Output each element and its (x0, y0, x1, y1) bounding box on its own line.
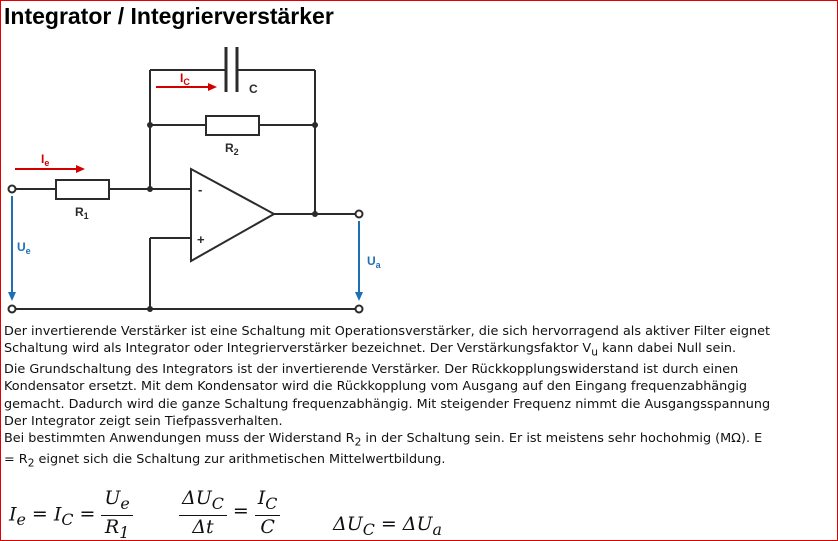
text-line: Bei bestimmten Anwendungen muss der Widerstand $R_2$ in der Schaltung sein. Er ist meistens sehr hochohmig (MΩ). E (4, 431, 763, 449)
text-line: Der invertierende Verstärker ist eine Schaltung mit Operationsverstärker, die sich hervorragend als aktiver Filter eignet (4, 324, 770, 339)
label-opamp-plus: + (197, 232, 205, 247)
label-ue: $U_e$ (17, 240, 31, 256)
label-ic: $I_C$ (180, 71, 190, 87)
resistor-r2 (206, 116, 259, 135)
integrator-circuit-diagram (1, 39, 401, 319)
label-ie: $I_e$ (41, 152, 50, 168)
fraction-du-dt: $\frac{\Delta U_C}{\Delta t}$ (179, 487, 227, 538)
opamp-symbol (191, 169, 274, 261)
label-capacitor-c: C (249, 82, 258, 96)
page-title: Integrator / Integrierverstärker (4, 3, 334, 29)
terminals (9, 186, 363, 313)
voltage-arrow-ua (355, 221, 363, 301)
text-line: Schaltung wird als Integrator oder Integrierverstärker bezeichnet. Der Verstärkungsfaktor $V_u$ kann dabei Null sein. (4, 341, 737, 359)
formula-voltage-change: $\frac{\Delta U_C}{\Delta t}$ = $\frac{I_C}{C}$ (179, 487, 280, 538)
text-line: = $R_2$ eignet sich die Schaltung zur arithmetischen Mittelwertbildung. (4, 452, 446, 470)
label-r2: $R_2$ (225, 141, 239, 157)
fraction-ue-r1: $\frac{U_e}{R_1}$ (101, 487, 132, 541)
description-text (4, 323, 838, 472)
formula-output-change: $\Delta U_C = \Delta U_a$ (333, 513, 442, 539)
fraction-ic-c: $\frac{I_C}{C}$ (255, 487, 281, 538)
label-r1: $R_1$ (75, 205, 89, 221)
formula-current: $I_e = I_C$ = $\frac{U_e}{R_1}$ (9, 487, 133, 541)
capacitor-symbol (226, 47, 237, 92)
resistor-r1 (56, 180, 109, 199)
text-line: gemacht. Dadurch wird die ganze Schaltung frequenzabhängig. Mit steigender Frequenz nimmt die Ausgangsspannung (4, 396, 771, 412)
label-ua: $U_a$ (367, 254, 381, 270)
label-opamp-minus: - (198, 182, 203, 197)
current-arrow-ie (15, 165, 85, 173)
voltage-arrow-ue (8, 196, 16, 301)
text-line: Der Integrator zeigt sein Tiefpassverhalten. (4, 414, 283, 430)
text-line: Die Grundschaltung des Integrators ist der invertierende Verstärker. Der Rückkopplungswiderstand ist durch einen (4, 362, 739, 378)
text-line: Kondensator ersetzt. Mit dem Kondensator wird die Rückkopplung vom Ausgang auf den Eingang frequenzabhängig (4, 379, 748, 395)
